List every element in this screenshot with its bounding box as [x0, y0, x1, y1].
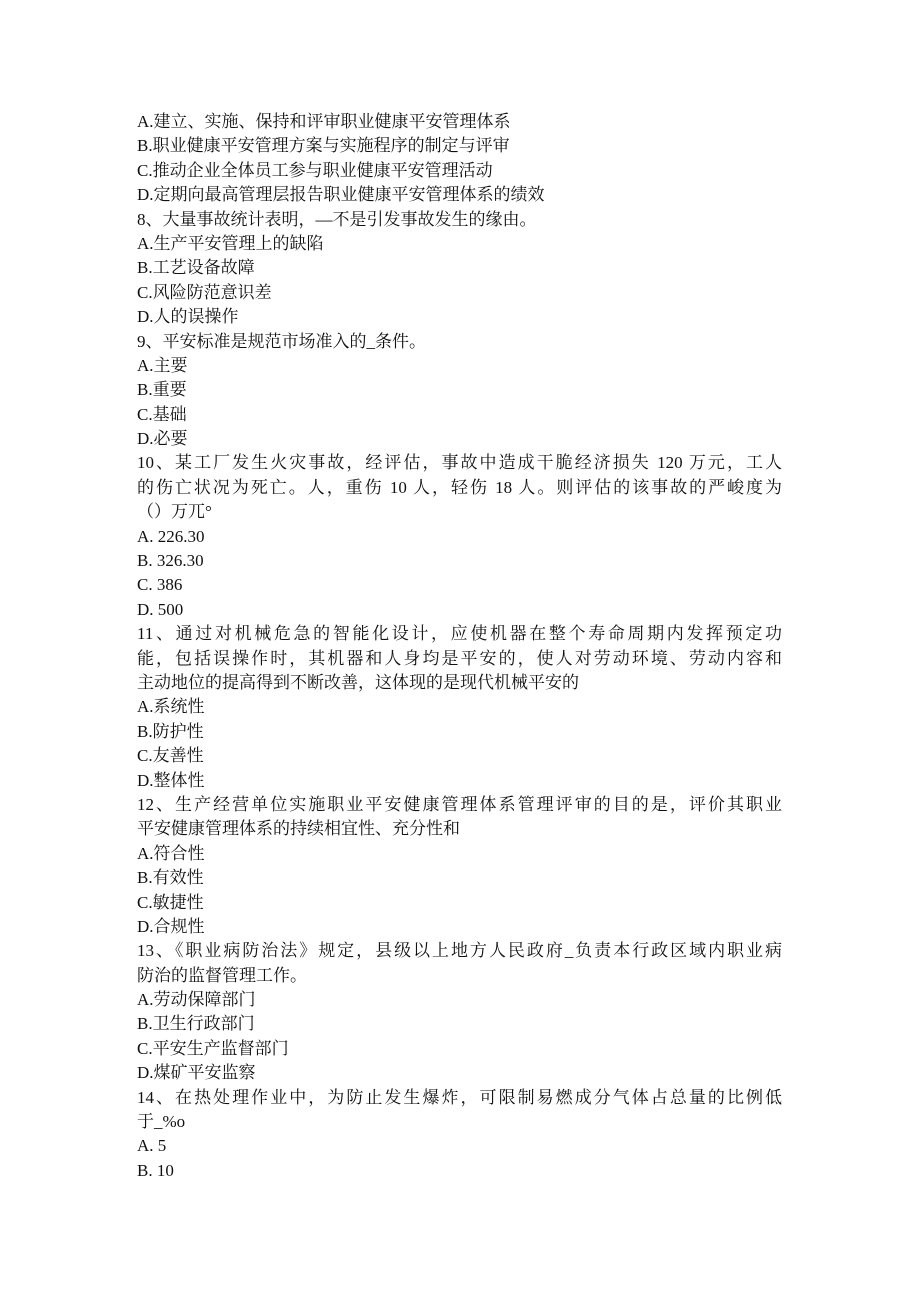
question-12-line: 12、生产经营单位实施职业平安健康管理体系管理评审的目的是，评价其职业: [137, 794, 782, 814]
option-line: B.防护性: [137, 721, 204, 741]
option-line: A.主要: [137, 355, 188, 375]
option-line: D.定期向最高管理层报告职业健康平安管理体系的绩效: [137, 185, 545, 205]
option-line: A.建立、实施、保持和评审职业健康平安管理体系: [137, 112, 511, 131]
question-14-line: 于_%o: [137, 1112, 186, 1132]
document-body: [137, 110, 782, 1183]
option-line: B. 326.30: [137, 551, 204, 571]
option-line: B.职业健康平安管理方案与实施程序的制定与评审: [137, 136, 510, 156]
option-line: D.合规性: [137, 916, 205, 936]
option-line: D.整体性: [137, 770, 205, 790]
option-line: C.平安生产监督部门: [137, 1038, 289, 1058]
option-line: C.敏捷性: [137, 892, 204, 912]
question-8: 8、大量事故统计表明，—不是引发事故发生的缘由。: [137, 209, 537, 229]
option-line: A. 226.30: [137, 526, 205, 546]
question-10-line: 10、某工厂发生火灾事故，经评估，事故中造成干脆经济损失 120 万元，工人: [137, 453, 782, 473]
question-11-line: 能，包括误操作时，其机器和人身均是平安的，使人对劳动环境、劳动内容和: [137, 648, 782, 668]
option-line: D.煤矿平安监察: [137, 1063, 256, 1083]
question-11-line: 主动地位的提高得到不断改善，这体现的是现代机械平安的: [137, 672, 579, 692]
option-line: C.推动企业全体员工参与职业健康平安管理活动: [137, 160, 493, 180]
option-line: D. 500: [137, 599, 184, 619]
option-line: C.基础: [137, 404, 187, 424]
option-line: C. 386: [137, 575, 183, 595]
question-13-line: 防治的监督管理工作。: [137, 965, 307, 985]
option-line: B.有效性: [137, 868, 204, 888]
option-line: B. 10: [137, 1160, 174, 1180]
option-line: A.劳动保障部门: [137, 990, 256, 1010]
option-line: C.风险防范意识差: [137, 282, 272, 302]
question-10-line: （）万兀°: [137, 502, 212, 522]
question-12-line: 平安健康管理体系的持续相宜性、充分性和: [137, 819, 460, 839]
option-line: B.卫生行政部门: [137, 1014, 255, 1034]
question-14-line: 14、在热处理作业中，为防止发生爆炸，可限制易燃成分气体占总量的比例低: [137, 1087, 782, 1107]
option-line: A.系统性: [137, 697, 205, 717]
option-line: D.必要: [137, 429, 188, 449]
question-11-line: 11、通过对机械危急的智能化设计，应使机器在整个寿命周期内发挥预定功: [137, 624, 782, 644]
question-13-line: 13、《职业病防治法》规定，县级以上地方人民政府_负责本行政区域内职业病: [137, 941, 782, 961]
option-line: B.重要: [137, 380, 187, 400]
option-line: A.符合性: [137, 843, 205, 863]
option-line: B.工艺设备故障: [137, 258, 255, 278]
question-10-line: 的伤亡状况为死亡。人，重伤 10 人，轻伤 18 人。则评估的该事故的严峻度为: [137, 477, 782, 497]
option-line: C.友善性: [137, 746, 204, 766]
option-line: A.生产平安管理上的缺陷: [137, 233, 324, 253]
option-line: D.人的误操作: [137, 307, 239, 327]
option-line: A. 5: [137, 1136, 167, 1156]
question-9: 9、平安标准是规范市场准入的_条件。: [137, 331, 426, 351]
